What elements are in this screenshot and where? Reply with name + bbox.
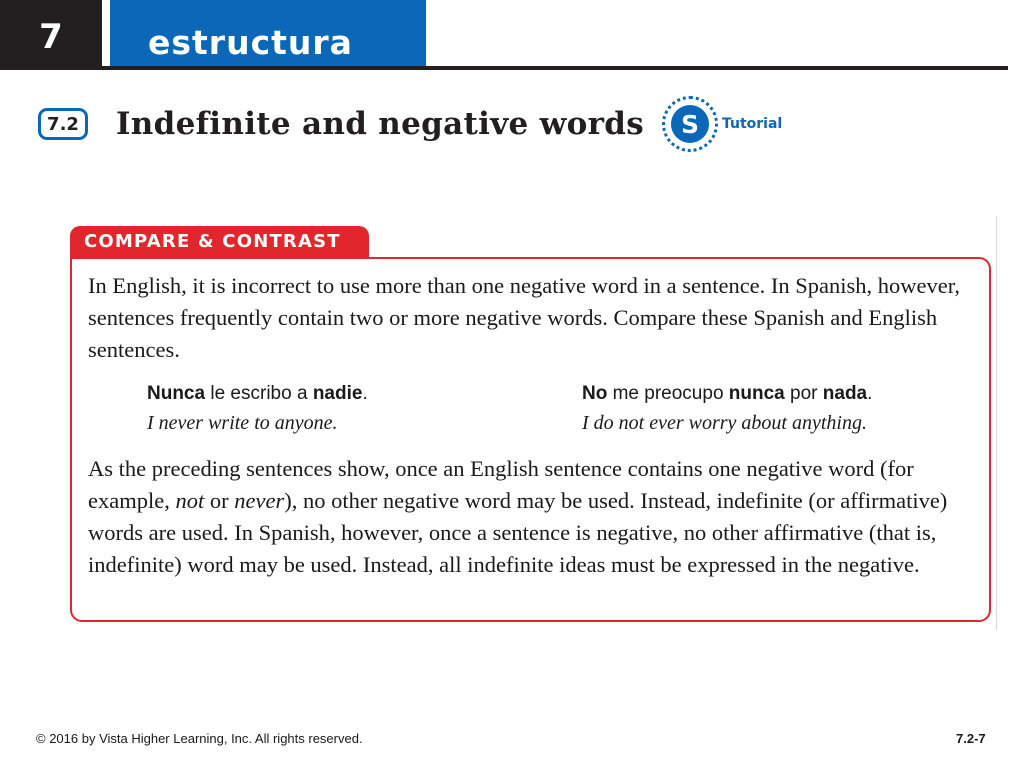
tutorial-link[interactable] xyxy=(662,96,782,152)
example-spanish: Nunca le escribo a nadie. xyxy=(147,383,368,404)
page-edge-divider xyxy=(996,216,997,630)
example-1 xyxy=(147,380,368,438)
intro-paragraph: In English, it is incorrect to use more than one negative word in a sentence. In Spanish, however, sentences frequently contain two or more negative words. Compare these Spanish and English sentences. xyxy=(88,273,960,362)
compare-contrast-tab: COMPARE & CONTRAST xyxy=(70,226,369,258)
lesson-heading xyxy=(38,96,782,152)
example-english: I do not ever worry about anything. xyxy=(582,412,867,434)
lesson-number-badge: 7.2 xyxy=(38,108,88,140)
tutorial-icon-letter: S xyxy=(671,105,709,143)
example-2 xyxy=(582,380,872,438)
example-english: I never write to anyone. xyxy=(147,412,338,434)
header-rule xyxy=(0,66,1008,70)
tutorial-badge-icon[interactable] xyxy=(662,96,718,152)
top-banner xyxy=(0,0,1008,70)
tutorial-label[interactable]: Tutorial xyxy=(721,116,783,132)
copyright-notice: © 2016 by Vista Higher Learning, Inc. All rights reserved. xyxy=(36,731,363,746)
section-title: estructura xyxy=(110,0,426,68)
page-title: Indefinite and negative words xyxy=(116,106,644,142)
explanation-paragraph: As the preceding sentences show, once an English sentence contains one negative word (for example, not or never), no other negative word may be used. Instead, indefinite (or affirmative) words are used. In Spanish, however, once a sentence is negative, no other affirmative (that is, indefinite) word may be used. Instead, all indefinite ideas must be expressed in the negative. xyxy=(88,456,948,577)
page-number: 7.2-7 xyxy=(956,731,986,746)
example-spanish: No me preocupo nunca por nada. xyxy=(582,383,873,404)
chapter-number: 7 xyxy=(0,0,102,68)
